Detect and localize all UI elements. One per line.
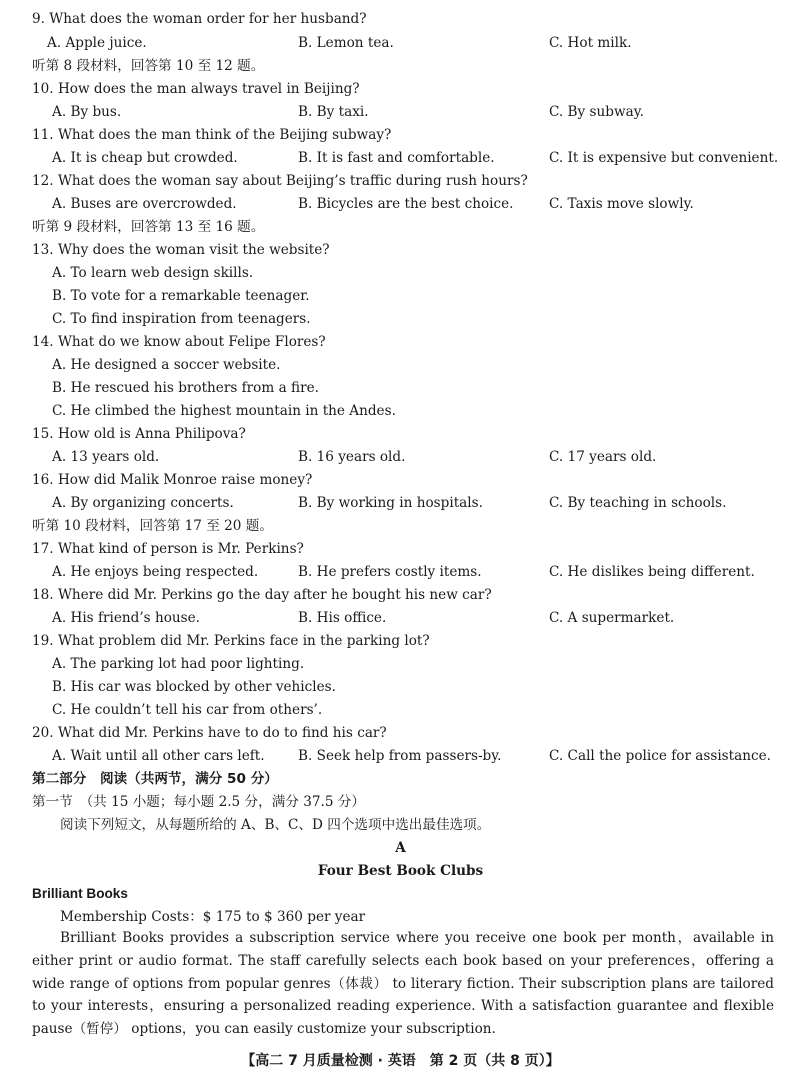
option-a: A. His friend’s house. [52,610,200,626]
option-c: C. He couldn’t tell his car from others’. [52,702,323,718]
option-b: B. His office. [298,610,387,626]
options-16 [0,494,801,512]
question-15: 15. How old is Anna Philipova? [32,426,246,442]
options-11 [0,149,801,167]
question-11: 11. What does the man think of the Beijing subway? [32,127,392,143]
option-b: B. 16 years old. [298,449,406,465]
part-two-heading: 第二部分 阅读（共两节，满分 50 分） [32,771,278,787]
question-17: 17. What kind of person is Mr. Perkins? [32,541,304,557]
question-9: 9. What does the woman order for her husband? [32,11,367,27]
options-9 [0,34,801,52]
section-one-heading: 第一节 （共 15 小题；每小题 2.5 分，满分 37.5 分） [32,794,365,810]
option-b: B. Bicycles are the best choice. [298,196,514,212]
option-a: A. Wait until all other cars left. [52,748,265,764]
option-b: B. Seek help from passers-by. [298,748,502,764]
option-c: C. Hot milk. [549,35,632,51]
options-10 [0,103,801,121]
option-a: A. Apple juice. [47,35,147,51]
option-a: A. The parking lot had poor lighting. [52,656,305,672]
question-16: 16. How did Malik Monroe raise money? [32,472,313,488]
option-b: B. To vote for a remarkable teenager. [52,288,310,304]
option-a: A. By organizing concerts. [52,495,234,511]
option-b: B. His car was blocked by other vehicles. [52,679,336,695]
club-description: Brilliant Books provides a subscription service where you receive one book per month，available in either print or audio format. The staff carefully selects each book based on your preferences，offering a wide range of options from popular genres（体裁） to literary fiction. Their subscription plans are tailored to your interests，ensuring a personalized reading experience. With a satisfaction guarantee and flexible pause（暂停） options，you can easily customize your subscription. [32,930,774,1038]
options-18 [0,609,801,627]
page-footer: 【高二 7 月质量检测 · 英语 第 2 页（共 8 页）】 [241,1053,560,1069]
club-name: Brilliant Books [32,886,128,901]
question-19: 19. What problem did Mr. Perkins face in the parking lot? [32,633,430,649]
question-10: 10. How does the man always travel in Beijing? [32,81,360,97]
option-b: B. Lemon tea. [298,35,394,51]
option-b: B. It is fast and comfortable. [298,150,495,166]
option-c: C. Taxis move slowly. [549,196,694,212]
option-b: B. He prefers costly items. [298,564,482,580]
options-12 [0,195,801,213]
option-c: C. It is expensive but convenient. [549,150,779,166]
reading-instruction: 阅读下列短文，从每题所给的 A、B、C、D 四个选项中选出最佳选项。 [60,817,491,833]
option-a: A. Buses are overcrowded. [52,196,237,212]
option-b: B. By taxi. [298,104,369,120]
question-12: 12. What does the woman say about Beijing’s traffic during rush hours? [32,173,528,189]
option-a: A. He enjoys being respected. [52,564,259,580]
question-18: 18. Where did Mr. Perkins go the day after he bought his new car? [32,587,492,603]
question-14: 14. What do we know about Felipe Flores? [32,334,326,350]
membership-costs: Membership Costs：$ 175 to $ 360 per year [60,909,366,925]
option-a: A. By bus. [52,104,122,120]
option-c: C. 17 years old. [549,449,657,465]
option-a: A. To learn web design skills. [52,265,254,281]
options-20 [0,747,801,765]
instruction-passage-10: 听第 10 段材料，回答第 17 至 20 题。 [32,518,273,534]
options-17 [0,563,801,581]
option-c: C. By subway. [549,104,644,120]
passage-title: Four Best Book Clubs [317,863,484,879]
option-a: A. He designed a soccer website. [52,357,281,373]
instruction-passage-8: 听第 8 段材料，回答第 10 至 12 题。 [32,58,265,74]
option-b: B. By working in hospitals. [298,495,483,511]
option-c: C. He dislikes being different. [549,564,755,580]
option-c: C. He climbed the highest mountain in the Andes. [52,403,396,419]
passage-letter: A [395,840,406,856]
option-a: A. It is cheap but crowded. [52,150,238,166]
question-13: 13. Why does the woman visit the website? [32,242,330,258]
option-c: C. By teaching in schools. [549,495,727,511]
instruction-passage-9: 听第 9 段材料，回答第 13 至 16 题。 [32,219,265,235]
option-c: C. Call the police for assistance. [549,748,771,764]
question-20: 20. What did Mr. Perkins have to do to find his car? [32,725,387,741]
option-a: A. 13 years old. [52,449,160,465]
option-c: C. To find inspiration from teenagers. [52,311,311,327]
options-15 [0,448,801,466]
option-b: B. He rescued his brothers from a fire. [52,380,319,396]
option-c: C. A supermarket. [549,610,675,626]
